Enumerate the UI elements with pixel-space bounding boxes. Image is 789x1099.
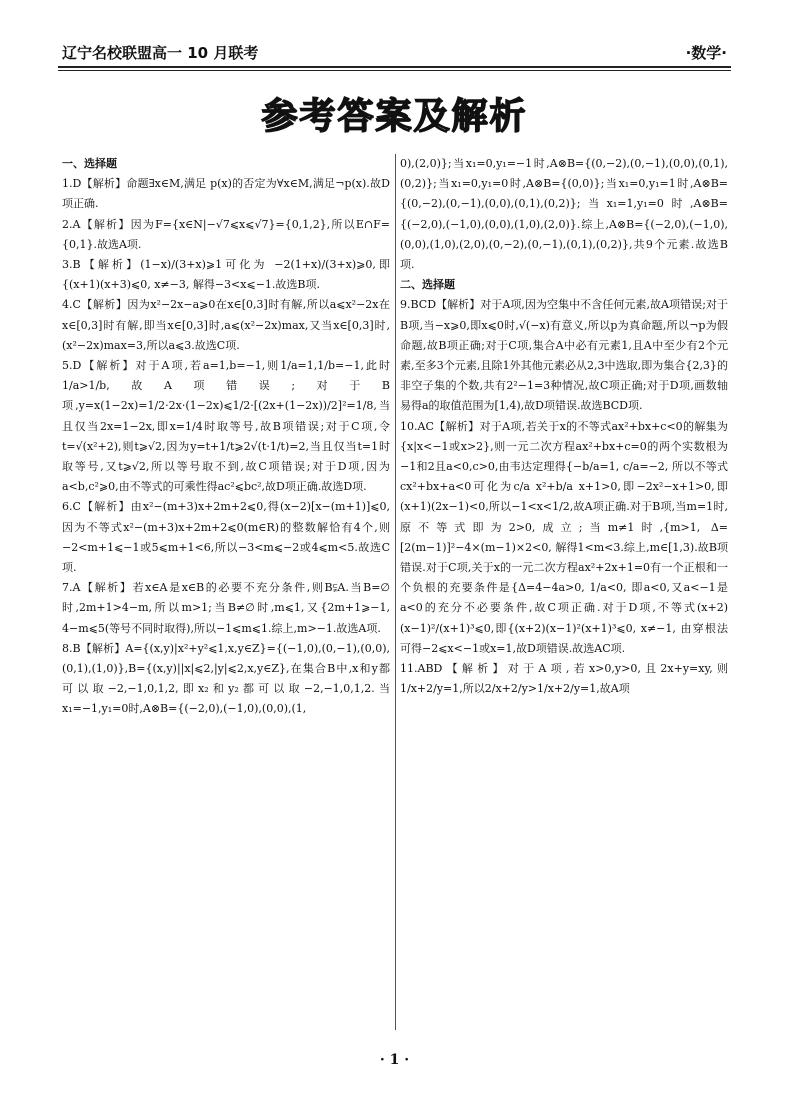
right-column [400,154,728,1054]
answer-paragraph: 10.AC【解析】对于A项,若关于x的不等式ax²+bx+c<0的解集为{x|x<−1或x>2},则一元二次方程ax²+bx+c=0的两个实数根为−1和2且a<0,c>0,由韦达定理得{−b/a=1, c/a=−2, 所以不等式cx²+bx+a<0可化为c/a x²+b/a x+1>0,即−2x²−x+1>0,即(x+1)(2x−1)<0,所以−1<x<1/2,故A项正确.对于B项,当m=1时,原不等式即为2>0,成立;当m≠1时,{m>1, Δ=[2(m−1)]²−4×(m−1)×2<0, 解得1<m<3.综上,m∈[1,3).故B项错误.对于C项,关于x的一元二次方程ax²+2x+1=0有一个正根和一个负根的充要条件是{Δ=4−4a>0, 1/a<0, 即a<0,又a<−1是a<0的充分不必要条件,故C项正确.对于D项,不等式(x+2)(x−1)²/(x+1)³⩽0,即{(x+2)(x−1)²(x+1)³⩽0, x≠−1, 由穿根法可得−2⩽x<−1或x=1,故D项错误.故选AC项. [400,419,728,655]
page-footer [0,1052,789,1068]
subject-label: ·数学· [685,44,727,62]
header-divider-thin [58,70,731,71]
answer-paragraph: 8.B【解析】A={(x,y)|x²+y²⩽1,x,y∈Z}={(−1,0),(0,−1),(0,0),(0,1),(1,0)},B={(x,y)||x|⩽2,|y|⩽2,x,y∈Z},在集合B中,x和y都可以取−2,−1,0,1,2,即x₂和y₂都可以取−2,−1,0,1,2.当x₁=−1,y₁=0时,A⊗B={(−2,0),(−1,0),(0,0),(1, [62,641,390,716]
answer-paragraph: 1.D【解析】命题∃x∈M,满足 p(x)的否定为∀x∈M,满足¬p(x).故D项正确. [62,177,390,211]
answer-paragraph: 3.B【解析】(1−x)/(3+x)⩾1可化为 −2(1+x)/(3+x)⩾0,即{(x+1)(x+3)⩽0, x≠−3, 解得−3<x⩽−1.故选B项. [62,258,390,292]
answer-paragraph: 6.C【解析】由x²−(m+3)x+2m+2⩽0,得(x−2)[x−(m+1)]⩽0,因为不等式x²−(m+3)x+2m+2⩽0(m∈R)的整数解恰有4个,则−2<m+1⩽−1或5⩽m+1<6,所以−3<m⩽−2或4⩽m<5.故选C项. [62,500,390,575]
column-divider [395,154,396,1030]
answer-paragraph: 4.C【解析】因为x²−2x−a⩾0在x∈[0,3]时有解,所以a⩽x²−2x在x∈[0,3]时有解,即当x∈[0,3]时,a⩽(x²−2x)max,又当x∈[0,3]时,(x²−2x)max=3,所以a⩽3.故选C项. [62,298,390,352]
title-text: 参考答案及解析 [261,96,528,137]
answer-paragraph: 7.A【解析】若x∈A是x∈B的必要不充分条件,则B⫋A.当B=∅时,2m+1>4−m,所以m>1;当B≠∅时,m⩽1,又{2m+1⩾−1, 4−m⩽5(等号不同时取得),所以−1⩽m⩽1.综上,m>−1.故选A项. [62,581,390,635]
answer-paragraph: 5.D【解析】对于A项,若a=1,b=−1,则1/a=1,1/b=−1,此时1/a>1/b,故A项错误;对于B项,y=x(1−2x)=1/2·2x·(1−2x)⩽1/2·[(2x+(1−2x))/2]²=1/8,当且仅当2x=1−2x,即x=1/4时取等号,故B项错误;对于C项,令t=√(x²+2),则t⩾√2,因为y=t+1/t⩾2√(t·1/t)=2,当且仅当t=1时取等号,又t⩾√2,所以等号取不到,故C项错误;对于D项,因为a<b,c²⩾0,由不等式的可乘性得ac²⩽bc²,故D项正确.故选D项. [62,359,390,494]
page-number: · 1 · [379,1052,410,1068]
header-divider [58,66,731,68]
section-heading: 一、选择题 [62,157,117,170]
answer-paragraph: 11.ABD【解析】对于A项,若x>0,y>0,且2x+y=xy,则1/x+2/y=1,所以2/x+2/y>1/x+2/y=1,故A项 [400,662,728,696]
left-column [62,154,390,1054]
page-title [0,88,789,139]
exam-name: 辽宁名校联盟高一 10 月联考 [62,44,259,62]
page-header [62,38,727,64]
answer-paragraph: 9.BCD【解析】对于A项,因为空集中不含任何元素,故A项错误;对于B项,当−x⩾0,即x⩽0时,√(−x)有意义,所以p为真命题,所以¬p为假命题,故B项正确;对于C项,集合A中必有元素1,且A中至少有2个元素,至多3个元素,且除1外其他元素必从2,3中选取,即为集合{2,3}的非空子集的个数,共有2²−1=3种情况,故C项正确;对于D项,画数轴易得a的取值范围为[1,4),故D项错误.故选BCD项. [400,298,728,413]
answer-paragraph: 2.A【解析】因为F={x∈N|−√7⩽x⩽√7}={0,1,2},所以E∩F={0,1}.故选A项. [62,217,390,251]
section-heading: 二、选择题 [400,278,455,292]
answer-paragraph: 0),(2,0)};当x₁=0,y₁=−1时,A⊗B={(0,−2),(0,−1),(0,0),(0,1),(0,2)};当x₁=0,y₁=0时,A⊗B={(0,0)};当x₁=0,y₁=1时,A⊗B={(0,−2),(0,−1),(0,0),(0,1),(0,2)};当x₁=1,y₁=0时,A⊗B={(−2,0),(−1,0),(0,0),(1,0),(2,0)}.综上,A⊗B={(−2,0),(−1,0),(0,0),(1,0),(2,0),(0,−2),(0,−1),(0,1),(0,2)},共9个元素.故选B项. [400,157,728,272]
